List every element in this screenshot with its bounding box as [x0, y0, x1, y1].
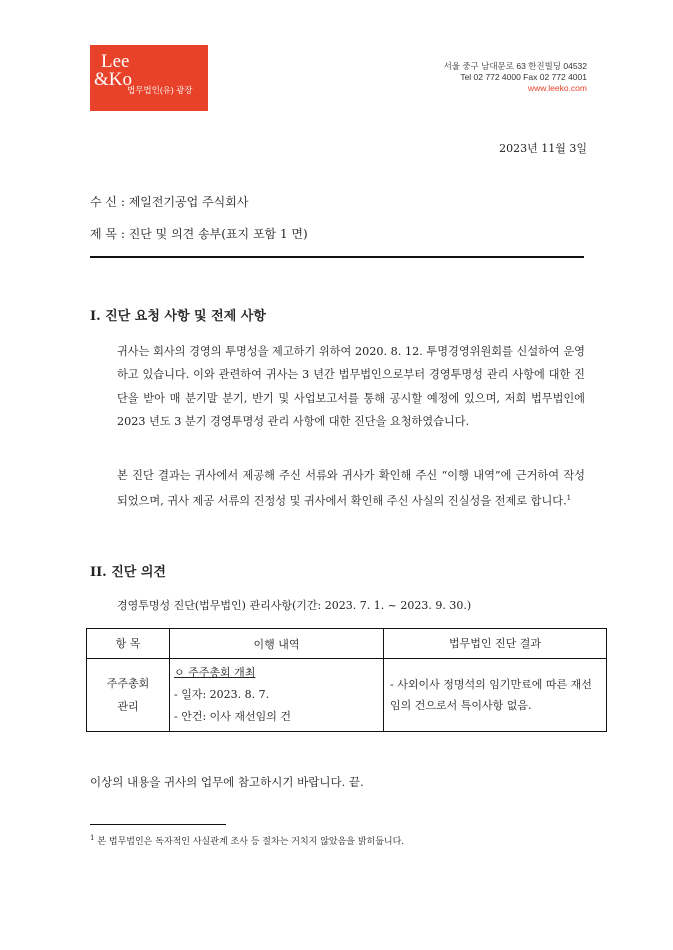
logo-text-lee: Lee	[101, 51, 130, 72]
header-item: 항 목	[87, 629, 170, 659]
table-caption: 경영투명성 진단(법무법인) 관리사항(기간: 2023. 7. 1. ~ 2023. 9. 30.)	[117, 599, 472, 612]
section-2-title: II. 진단 의견	[90, 565, 166, 580]
document-date: 2023년 11월 3일	[499, 142, 587, 155]
recipient-line	[90, 193, 248, 210]
header-divider	[90, 256, 584, 258]
footnote-mark: 1	[90, 834, 95, 842]
table-row	[87, 659, 607, 732]
item-line-2: 관리	[117, 700, 139, 713]
footnote-text: 본 법무법인은 독자적인 사실관계 조사 등 절차는 거치지 않았음을 밝히둡니다.	[97, 837, 405, 847]
footnote-divider	[90, 824, 226, 825]
subject-text: 진단 및 의견 송부(표지 포함 1 면)	[128, 227, 308, 241]
address-line: 서울 중구 남대문로 63 한진빌딩 04532	[443, 61, 587, 71]
subject-line	[90, 225, 308, 242]
logo-text-ko: &Ko	[94, 69, 132, 90]
subject-label: 제 목 :	[90, 227, 125, 241]
letterhead-address-block	[444, 61, 587, 94]
paragraph-2-text: 본 진단 결과는 귀사에서 제공해 주신 서류와 귀사가 확인해 주신 “이행 내역”에 근거하여 작성되었으며, 귀사 제공 서류의 진정성 및 귀사에서 확인해 주신 사실의 진실성을 전제로 합니다.	[117, 469, 585, 509]
website-link[interactable]: www.leeko.com	[527, 83, 587, 93]
performance-agenda: - 안건: 이사 재선임의 건	[174, 710, 292, 723]
footnote	[90, 834, 404, 847]
section-1-paragraph-1: 귀사는 회사의 경영의 투명성을 제고하기 위하여 2020. 8. 12. 투명경영위원회를 신설하여 운영하고 있습니다. 이와 관련하여 귀사는 3 년간 법무법인으로부터 경영투명성 관리 사항에 대한 진단을 받아 매 분기말 분기, 반기 및 사업보고서를 통해 공시할 예정에 있으며, 저희 법무법인에 2023 년도 3 분기 경영투명성 관리 사항에 대한 진단을 요청하였습니다.	[117, 345, 585, 429]
table-header-row	[87, 629, 607, 659]
section-1-paragraph-2	[117, 464, 585, 514]
item-line-1: 주주총회	[106, 677, 150, 690]
section-1-title: I. 진단 요청 사항 및 전제 사항	[90, 309, 266, 324]
closing-statement: 이상의 내용을 귀사의 업무에 참고하시기 바랍니다. 끝.	[90, 775, 364, 789]
performance-date: - 일자: 2023. 8. 7.	[174, 688, 270, 701]
cell-item	[87, 659, 170, 732]
cell-performance	[170, 659, 384, 732]
header-result: 법무법인 진단 결과	[384, 629, 607, 659]
company-logo	[90, 45, 208, 111]
header-performance: 이행 내역	[170, 629, 384, 659]
footnote-reference: 1	[566, 494, 572, 503]
recipient-name: 제일전기공업 주식회사	[128, 195, 249, 209]
recipient-label: 수 신 :	[90, 195, 125, 209]
performance-title: ㅇ 주주총회 개최	[174, 666, 256, 679]
cell-result: - 사외이사 정명석의 임기만료에 따른 재선임의 건으로서 특이사항 없음.	[384, 659, 607, 732]
diagnosis-table	[86, 628, 607, 732]
logo-subtitle: 법무법인(유) 광장	[127, 85, 193, 95]
tel-fax-line: Tel 02 772 4000 Fax 02 772 4001	[460, 72, 587, 82]
